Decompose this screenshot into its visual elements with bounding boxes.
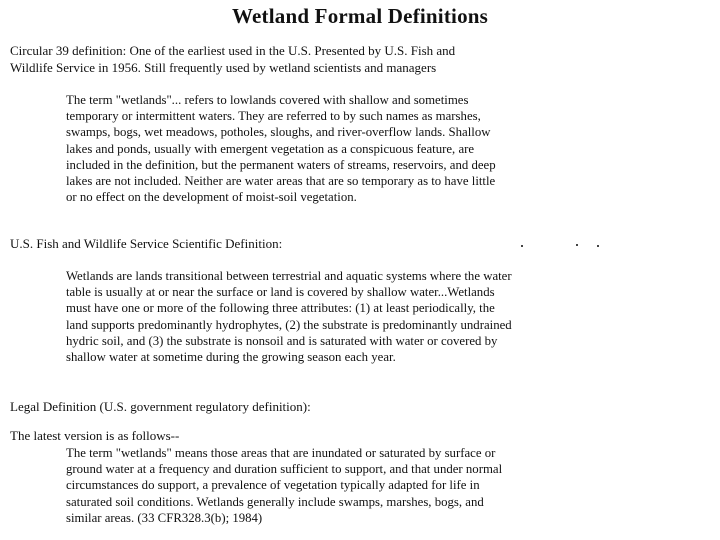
quote-line: or no effect on the development of moist-soil vegetation. [66,190,357,205]
quote-line: hydric soil, and (3) the substrate is nonsoil and is saturated with water or covered by [66,333,498,348]
quote-line: saturated soil conditions. Wetlands generally include swamps, marshes, bogs, and [66,494,484,509]
scan-speck [576,244,578,246]
quote-line: swamps, bogs, wet meadows, potholes, sloughs, and river-overflow lands. Shallow [66,125,491,140]
quote-line: similar areas. (33 CFR328.3(b); 1984) [66,510,263,525]
quote-line: ground water at a frequency and duration sufficient to support, and that under normal [66,462,503,477]
quote-line: lakes are not included. Neither are water areas that are so temporary as to have little [66,173,496,188]
quote-line: shallow water at sometime during the growing season each year. [66,349,396,364]
quote-line: The term "wetlands" means those areas that are inundated or saturated by surface or [66,446,496,460]
quote-line: Wetlands are lands transitional between terrestrial and aquatic systems where the water [66,269,512,283]
quote-line: The term "wetlands"... refers to lowlands covered with shallow and sometimes [66,93,469,107]
scan-speck [597,245,599,247]
text-line: Circular 39 definition: One of the earliest used in the U.S. Presented by U.S. Fish and [10,43,456,58]
page-title: Wetland Formal Definitions [231,4,489,28]
quote-line: temporary or intermittent waters. They are referred to by such names as marshes, [66,109,481,124]
quote-line: circumstances do support, a prevalence of vegetation typically adapted for life in [66,478,480,493]
text-line: Wildlife Service in 1956. Still frequently used by wetland scientists and managers [10,59,437,75]
legal-heading [10,399,311,416]
scan-speck [521,245,523,247]
quote-line: land supports predominantly hydrophytes, (2) the substrate is predominantly undrained [66,317,512,332]
circular-quote [66,92,496,205]
quote-line: lakes and ponds, usually with emergent vegetation as a conspicuous feature, are [66,141,475,156]
legal-intro [10,428,179,445]
intro-line: The latest version is as follows-- [10,428,180,443]
section-heading: U.S. Fish and Wildlife Service Scientific Definition: [10,236,283,251]
legal-quote [66,445,502,526]
quote-line: included in the definition, but the permanent waters of streams, reservoirs, and deep [66,157,496,172]
quote-line: table is usually at or near the surface or land is covered by shallow water...Wetlands [66,285,495,300]
quote-line: must have one or more of the following three attributes: (1) at least periodically, the [66,301,495,316]
section-heading: Legal Definition (U.S. government regulatory definition): [10,399,311,414]
fws-heading [10,236,282,253]
fws-quote [66,268,512,365]
circular-intro [10,43,455,76]
